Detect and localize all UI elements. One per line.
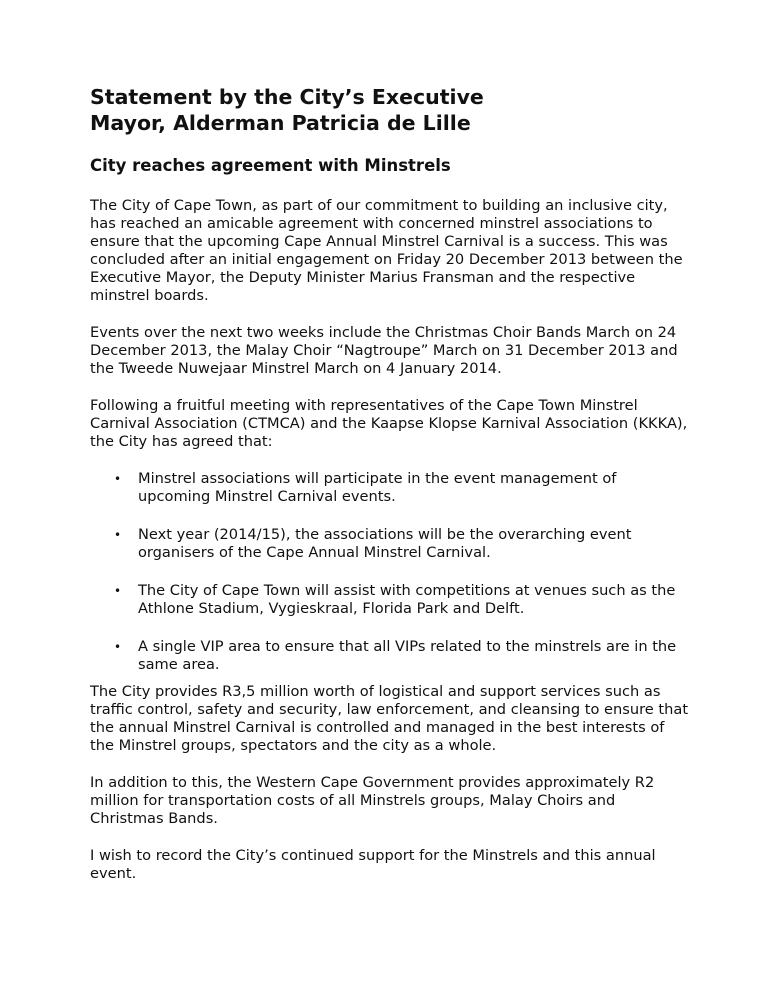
list-item-text: Minstrel associations will participate in the event management of upcoming Minstrel Carnival events. (138, 470, 617, 505)
document-title: Statement by the City’s Executive Mayor, Alderman Patricia de Lille (90, 85, 484, 135)
paragraph-services: The City provides R3,5 million worth of logistical and support services such as traffic control, safety and security, law enforcement, and cleansing to ensure that the annual Minstrel Carnival is controlled and managed in the best interests of the Minstrel groups, spectators and the city as a whole. (90, 683, 689, 754)
list-item (114, 638, 692, 674)
list-item-text: The City of Cape Town will assist with competitions at venues such as the Athlone Stadium, Vygieskraal, Florida Park and Delft. (138, 582, 676, 617)
list-item (114, 526, 692, 562)
paragraph-meeting: Following a fruitful meeting with representatives of the Cape Town Minstrel Carnival Association (CTMCA) and the Kaapse Klopse Karnival Association (KKKA), the City has agreed that: (90, 397, 688, 450)
paragraph-events: Events over the next two weeks include the Christmas Choir Bands March on 24 December 2013, the Malay Choir “Nagtroupe” March on 31 December 2013 and the Tweede Nuwejaar Minstrel March on 4 January 2014. (90, 324, 678, 377)
bullet-icon: • (114, 584, 122, 598)
paragraph-transport: In addition to this, the Western Cape Government provides approximately R2 million for transportation costs of all Minstrels groups, Malay Choirs and Christmas Bands. (90, 774, 655, 827)
agreement-list (90, 470, 692, 674)
paragraph-closing: I wish to record the City’s continued support for the Minstrels and this annual event. (90, 847, 656, 882)
document-subtitle: City reaches agreement with Minstrels (90, 156, 451, 175)
list-item (114, 582, 692, 618)
list-item-text: A single VIP area to ensure that all VIPs related to the minstrels are in the same area. (138, 638, 677, 673)
bullet-icon: • (114, 640, 122, 654)
paragraph-intro: The City of Cape Town, as part of our commitment to building an inclusive city, has reached an amicable agreement with concerned minstrel associations to ensure that the upcoming Cape Annual Minstrel Carnival is a success. This was concluded after an initial engagement on Friday 20 December 2013 between the Executive Mayor, the Deputy Minister Marius Fransman and the respective minstrel boards. (90, 197, 683, 304)
bullet-icon: • (114, 472, 122, 486)
list-item (114, 470, 692, 506)
bullet-icon: • (114, 528, 122, 542)
list-item-text: Next year (2014/15), the associations will be the overarching event organisers of the Cape Annual Minstrel Carnival. (138, 526, 632, 561)
